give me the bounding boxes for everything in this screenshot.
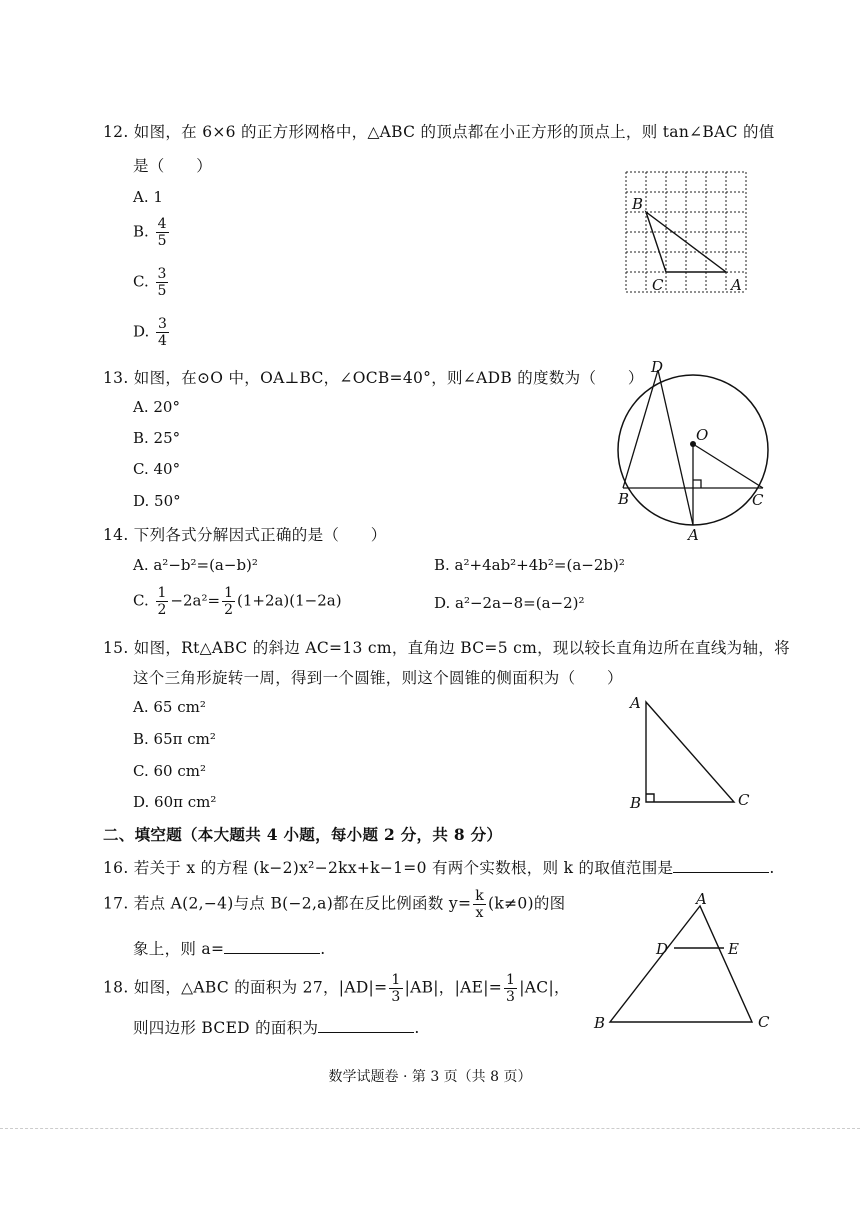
- q12-option-c: C. $\frac{3}{5}$: [133, 266, 167, 300]
- q15-label-a: A: [630, 694, 641, 712]
- q12-option-c-fraction: $\frac{3}{5}$: [157, 266, 167, 300]
- q13-option-d: D. 50°: [133, 492, 181, 510]
- q14-option-a: A. a²−b²=(a−b)²: [133, 556, 258, 574]
- q14-option-c: C. $\frac{1}{2}$ −2a²= $\frac{1}{2}$ (1+2a)(1−2a): [133, 585, 342, 619]
- q18-label-e: E: [728, 940, 739, 958]
- q12-option-b: B. $\frac{4}{5}$: [133, 216, 167, 250]
- q13-label-o: O: [696, 426, 709, 444]
- q13-option-b: B. 25°: [133, 429, 181, 447]
- q12-label-a: A: [731, 276, 742, 294]
- q12-option-d: D. $\frac{3}{4}$: [133, 316, 167, 350]
- q17-answer-blank[interactable]: [224, 939, 320, 954]
- q12-stem-line2: 是（ ）: [133, 157, 213, 175]
- q15-option-d: D. 60π cm²: [133, 793, 217, 811]
- q15-label-b: B: [630, 794, 642, 812]
- q18-label-a: A: [696, 890, 707, 908]
- q12-option-b-fraction: $\frac{4}{5}$: [157, 216, 167, 250]
- q13-option-a: A. 20°: [133, 398, 180, 416]
- q18-label-b: B: [594, 1014, 606, 1032]
- q17-stem-line2: 象上，则 a= .: [133, 940, 326, 958]
- section-2-heading: 二、填空题（本大题共 4 小题，每小题 2 分，共 8 分）: [103, 825, 503, 844]
- q13-stem: 13. 如图，在⊙O 中，OA⊥BC，∠OCB=40°，则∠ADB 的度数为（ ）: [103, 369, 644, 387]
- q15-option-a: A. 65 cm²: [133, 698, 206, 716]
- q15-label-c: C: [738, 791, 750, 809]
- q15-option-b: B. 65π cm²: [133, 730, 216, 748]
- q13-option-c: C. 40°: [133, 460, 181, 478]
- q12-option-a: A. 1: [133, 188, 163, 206]
- page-bottom-divider: [0, 1128, 860, 1129]
- q17-stem-line1: 17. 若点 A(2,−4)与点 B(−2,a)都在反比例函数 y= $\frac{k}{x}$ (k≠0)的图: [103, 888, 566, 922]
- q15-triangle-figure: [622, 688, 762, 812]
- q12-grid-figure: [620, 166, 760, 302]
- q12-label-b: B: [632, 195, 644, 213]
- q18-answer-blank[interactable]: [318, 1018, 414, 1033]
- q16-stem: 16. 若关于 x 的方程 (k−2)x²−2kx+k−1=0 有两个实数根，则 k 的取值范围是 .: [103, 859, 775, 877]
- q18-label-c: C: [758, 1013, 770, 1031]
- q13-label-c: C: [752, 491, 764, 509]
- q14-option-b: B. a²+4ab²+4b²=(a−2b)²: [434, 556, 625, 574]
- q12-stem-line1: 12. 如图，在 6×6 的正方形网格中，△ABC 的顶点都在小正方形的顶点上，则 tan∠BAC 的值: [103, 123, 775, 141]
- q15-option-c: C. 60 cm²: [133, 762, 206, 780]
- q18-stem-line2: 则四边形 BCED 的面积为 .: [133, 1019, 420, 1037]
- page-footer: 数学试题卷 · 第 3 页（共 8 页）: [328, 1069, 532, 1085]
- q14-option-d: D. a²−2a−8=(a−2)²: [434, 594, 585, 612]
- q18-label-d: D: [656, 940, 669, 958]
- q12-option-d-fraction: $\frac{3}{4}$: [158, 316, 167, 350]
- q13-circle-figure: [608, 360, 784, 546]
- q16-answer-blank[interactable]: [673, 858, 769, 873]
- q15-stem-line2: 这个三角形旋转一周，得到一个圆锥，则这个圆锥的侧面积为（ ）: [133, 669, 623, 687]
- q14-stem: 14. 下列各式分解因式正确的是（ ）: [103, 526, 387, 544]
- q18-triangle-figure: [590, 890, 780, 1036]
- q13-label-d: D: [651, 360, 664, 376]
- q12-label-c: C: [652, 276, 664, 294]
- q13-label-a: A: [688, 526, 699, 544]
- q15-stem-line1: 15. 如图，Rt△ABC 的斜边 AC=13 cm，直角边 BC=5 cm，现以较长直角边所在直线为轴，将: [103, 639, 790, 657]
- q13-label-b: B: [618, 490, 630, 508]
- q18-stem-line1: 18. 如图，△ABC 的面积为 27，|AD|= $\frac{1}{3}$ |AB|，|AE|= $\frac{1}{3}$ |AC|，: [103, 972, 570, 1006]
